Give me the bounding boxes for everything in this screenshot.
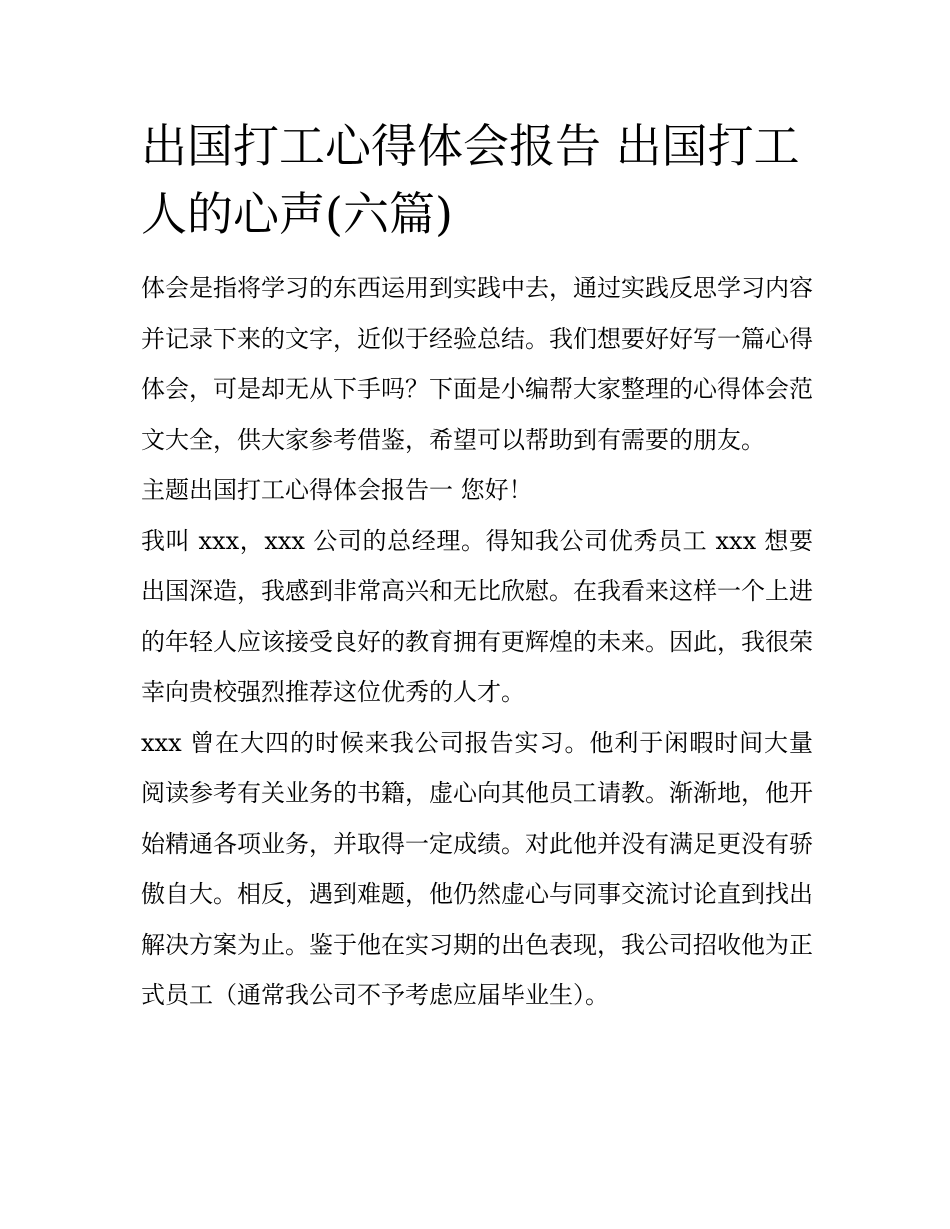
letter-paragraph-intro: 我叫 xxx，xxx 公司的总经理。得知我公司优秀员工 xxx 想要出国深造，我感到非常高兴和无比欣慰。在我看来这样一个上进的年轻人应该接受良好的教育拥有更辉煌的未来。因此，我很荣幸向贵校强烈推荐这位优秀的人才。 — [141, 526, 813, 706]
document-body — [141, 112, 813, 1021]
document-title: 出国打工心得体会报告 出国打工人的心声(六篇) — [141, 119, 800, 241]
intro-paragraph: 体会是指将学习的东西运用到实践中去，通过实践反思学习内容并记录下来的文字，近似于经验总结。我们想要好好写一篇心得体会，可是却无从下手吗？下面是小编帮大家整理的心得体会范文大全，供大家参考借鉴，希望可以帮助到有需要的朋友。 — [141, 274, 813, 454]
letter-paragraph-internship: xxx 曾在大四的时候来我公司报告实习。他利于闲暇时间大量阅读参考有关业务的书籍，虚心向其他员工请教。渐渐地，他开始精通各项业务，并取得一定成绩。对此他并没有满足更没有骄傲自大。相反，遇到难题，他仍然虚心与同事交流讨论直到找出解决方案为止。鉴于他在实习期的出色表现，我公司招收他为正式员工（通常我公司不予考虑应届毕业生）。 — [141, 728, 813, 1009]
topic-heading-paragraph: 主题出国打工心得体会报告一 您好！ — [141, 476, 533, 504]
